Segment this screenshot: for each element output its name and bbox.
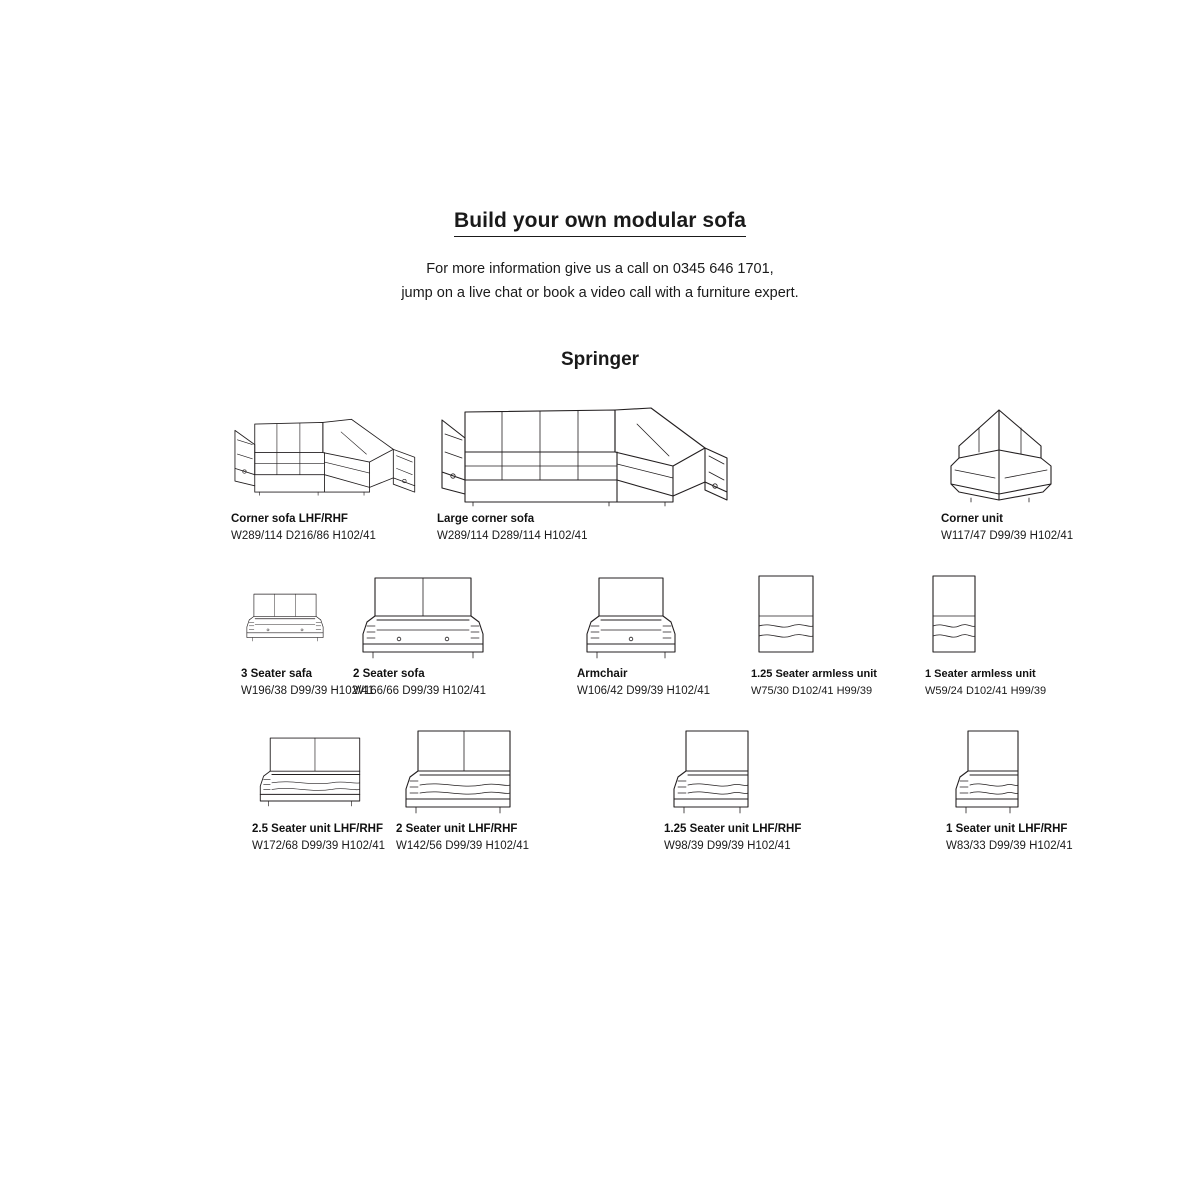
subtitle-line-1: For more information give us a call on 0345 646 1701,	[426, 261, 774, 278]
three-seater-sofa-icon	[241, 570, 329, 662]
product-dimensions: W172/68 D99/39 H102/41	[252, 840, 385, 853]
corner-sofa-icon	[231, 397, 425, 507]
seater-unit-125-icon	[664, 725, 884, 817]
collection-name: Springer	[560, 349, 640, 371]
product-item	[626, 725, 884, 852]
product-item	[845, 397, 1105, 542]
product-label: 1 Seater unit LHF/RHF	[946, 823, 1068, 836]
product-label: 2 Seater sofa	[353, 668, 425, 681]
product-dimensions: W75/30 D102/41 H99/39	[751, 685, 873, 698]
product-dimensions: W289/114 D216/86 H102/41	[231, 530, 376, 543]
product-dimensions: W289/114 D289/114 H102/41	[437, 530, 588, 543]
product-item	[751, 570, 925, 697]
large-corner-sofa-icon	[437, 397, 845, 507]
product-dimensions: W117/47 D99/39 H102/41	[941, 530, 1074, 543]
product-item	[555, 570, 751, 697]
product-grid	[0, 397, 1200, 852]
product-item	[925, 570, 1095, 697]
product-label: 2 Seater unit LHF/RHF	[396, 823, 518, 836]
product-label: Large corner sofa	[437, 513, 535, 526]
page-title: Build your own modular sofa	[454, 208, 746, 237]
product-dimensions: W106/42 D99/39 H102/41	[577, 685, 710, 698]
product-label: Corner sofa LHF/RHF	[231, 513, 348, 526]
product-dimensions: W83/33 D99/39 H102/41	[946, 840, 1073, 853]
product-label: Armchair	[577, 668, 628, 681]
seater-unit-25-icon	[252, 725, 368, 817]
page-header	[0, 0, 1200, 305]
product-item	[884, 725, 1084, 852]
product-label: 1.25 Seater unit LHF/RHF	[664, 823, 802, 836]
product-dimensions: W166/66 D99/39 H102/41	[353, 685, 486, 698]
product-label: 1 Seater armless unit	[925, 668, 1036, 681]
seater-unit-2-icon	[396, 725, 626, 817]
two-seater-sofa-icon	[353, 570, 555, 662]
product-item	[368, 725, 626, 852]
product-item	[105, 570, 374, 698]
product-item	[116, 725, 385, 853]
page-subtitle	[0, 258, 1200, 305]
product-row-1	[0, 397, 1200, 542]
product-dimensions: W142/56 D99/39 H102/41	[396, 840, 529, 853]
corner-unit-icon	[941, 397, 1105, 507]
product-item	[329, 570, 555, 697]
product-label: 3 Seater safa	[241, 668, 312, 681]
subtitle-line-2: jump on a live chat or book a video call with a furniture expert.	[401, 284, 799, 301]
product-item	[425, 397, 845, 542]
product-label: 1.25 Seater armless unit	[751, 668, 877, 681]
armchair-icon	[577, 570, 751, 662]
product-label: Corner unit	[941, 513, 1003, 526]
seater-unit-1-icon	[946, 725, 1084, 817]
armless-unit-125-icon	[751, 570, 925, 662]
product-item	[95, 397, 425, 542]
product-dimensions: W59/24 D102/41 H99/39	[925, 685, 1047, 698]
product-row-3	[0, 725, 1200, 852]
product-dimensions: W98/39 D99/39 H102/41	[664, 840, 791, 853]
armless-unit-1-icon	[925, 570, 1095, 662]
product-dimensions: W196/38 D99/39 H102/41	[241, 685, 374, 698]
product-row-2	[0, 570, 1200, 697]
product-label: 2.5 Seater unit LHF/RHF	[252, 823, 383, 836]
